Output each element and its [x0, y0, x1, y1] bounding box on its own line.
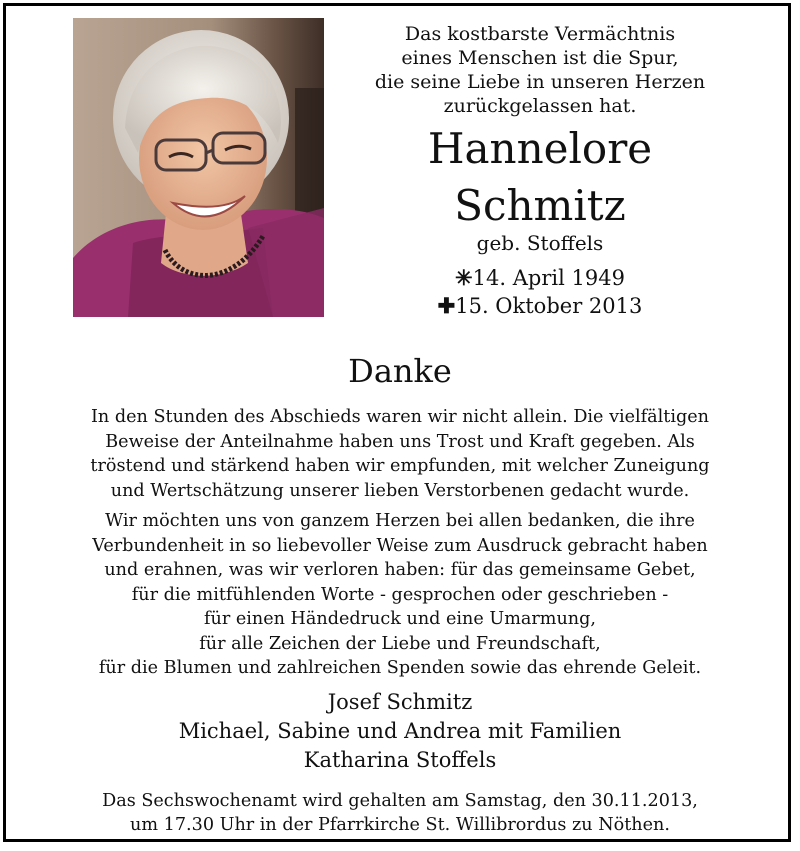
quote-line: Das kostbarste Vermächtnis	[404, 23, 676, 45]
thanks-paragraph-1	[0, 405, 800, 503]
death-date-line	[340, 292, 740, 320]
birth-date-line	[340, 264, 740, 292]
birth-star-icon: ✳	[455, 265, 473, 290]
paragraph-line: tröstend und stärkend haben wir empfunden, mit welcher Zuneigung	[90, 456, 710, 476]
memorial-quote	[340, 22, 740, 118]
signatory: Katharina Stoffels	[303, 748, 497, 772]
paragraph-line: für die mitfühlenden Worte - gesprochen oder geschrieben -	[131, 584, 669, 605]
signatories	[0, 688, 800, 775]
portrait-photo	[73, 18, 324, 317]
signatory: Josef Schmitz	[327, 690, 473, 714]
quote-line: eines Menschen ist die Spur,	[401, 47, 679, 69]
paragraph-line: Beweise der Anteilnahme haben uns Trost und Kraft gegeben. Als	[105, 431, 695, 452]
quote-line: die seine Liebe in unseren Herzen	[374, 71, 706, 93]
service-notice-line: Das Sechswochenamt wird gehalten am Samstag, den 30.11.2013,	[102, 791, 698, 811]
quote-line: zurückgelassen hat.	[443, 95, 637, 117]
service-notice	[0, 789, 800, 837]
paragraph-line: und erahnen, was wir verloren haben: für das gemeinsame Gebet,	[104, 560, 696, 580]
paragraph-line: Verbundenheit in so liebevoller Weise zum Ausdruck gebracht haben	[92, 535, 708, 556]
deceased-first-name: Hannelore	[427, 124, 653, 173]
paragraph-line: für alle Zeichen der Liebe und Freundschaft,	[199, 633, 601, 654]
maiden-name: geb. Stoffels	[476, 231, 604, 255]
signatory: Michael, Sabine und Andrea mit Familien	[178, 719, 622, 743]
death-date: 15. Oktober 2013	[455, 294, 643, 318]
paragraph-line: und Wertschätzung unserer lieben Verstorbenen gedacht wurde.	[110, 480, 690, 501]
paragraph-line: In den Stunden des Abschieds waren wir nicht allein. Die vielfältigen	[90, 407, 709, 427]
death-cross-icon: ✚	[437, 293, 456, 318]
paragraph-line: für die Blumen und zahlreichen Spenden sowie das ehrende Geleit.	[98, 658, 702, 678]
paragraph-line: Wir möchten uns von ganzem Herzen bei allen bedanken, die ihre	[105, 511, 695, 531]
deceased-last-name: Schmitz	[454, 181, 626, 230]
service-notice-line: um 17.30 Uhr in der Pfarrkirche St. Willibrordus zu Nöthen.	[130, 815, 670, 835]
birth-date: 14. April 1949	[472, 266, 625, 290]
paragraph-line: für einen Händedruck und eine Umarmung,	[203, 609, 596, 629]
heading-danke: Danke	[348, 352, 452, 390]
thanks-paragraph-2	[0, 509, 800, 681]
